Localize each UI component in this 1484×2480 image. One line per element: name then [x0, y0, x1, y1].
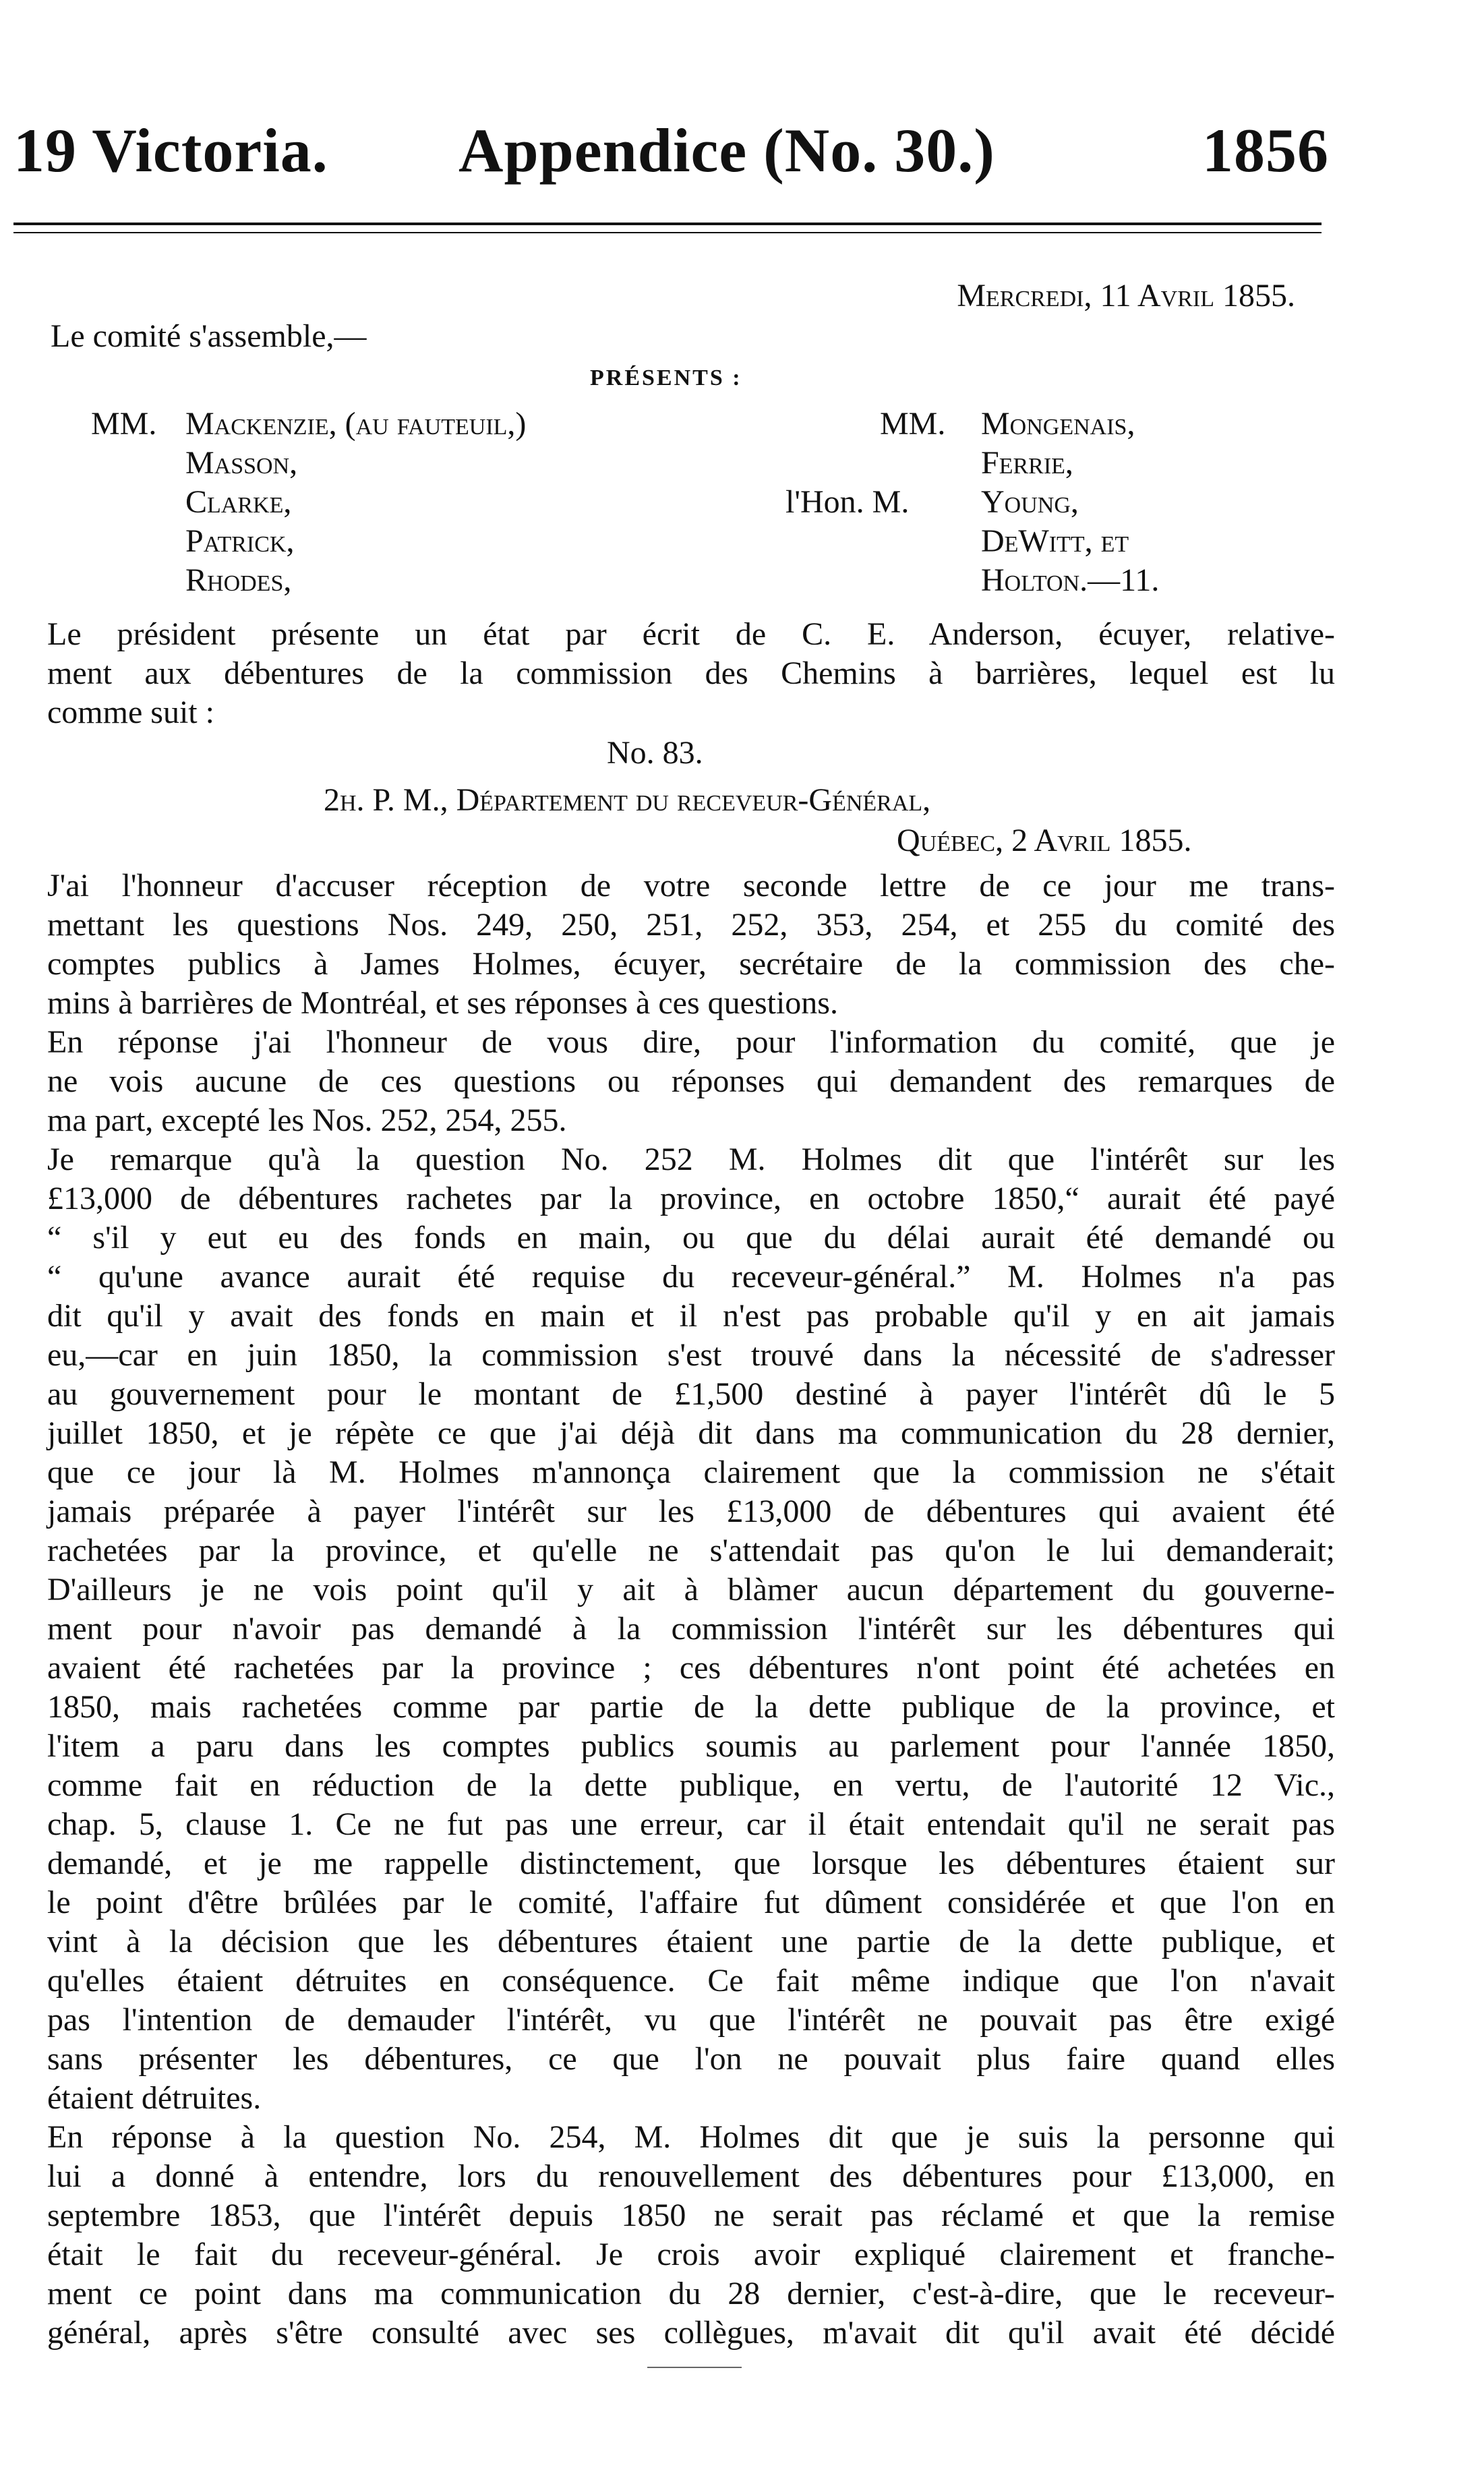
body-line: ne vois aucune de ces questions ou réponses qui demandent des remarques de: [47, 1063, 1335, 1099]
body-line: “ qu'une avance aurait été requise du receveur-général.” M. Holmes n'a pas: [47, 1259, 1335, 1295]
body-line: ment pour n'avoir pas demandé à la commission l'intérêt sur les débentures qui: [47, 1611, 1335, 1647]
body-line: demandé, et je me rappelle distinctement, que lorsque les débentures étaient sur: [47, 1846, 1335, 1881]
member-right-4: DeWitt, et: [981, 523, 1129, 559]
member-right-2: Ferrie,: [981, 445, 1073, 481]
meeting-date: Mercredi, 11 Avril 1855.: [957, 278, 1295, 314]
body-line: ment ce point dans ma communication du 28 dernier, c'est-à-dire, que le receveur-: [47, 2276, 1335, 2311]
body-line: dit qu'il y avait des fonds en main et il n'est pas probable qu'il y en ait jamais: [47, 1298, 1335, 1334]
body-line: chap. 5, clause 1. Ce ne fut pas une erreur, car il était entendait qu'il ne serait pas: [47, 1806, 1335, 1842]
intro-line: ment aux débentures de la commission des Chemins à barrières, lequel est lu: [47, 655, 1335, 691]
body-line: était le fait du receveur-général. Je crois avoir expliqué clairement et franche-: [47, 2237, 1335, 2272]
presents-label: PRÉSENTS :: [590, 365, 742, 390]
body-line: rachetées par la province, et qu'elle ne s'attendait pas qu'on le lui demanderait;: [47, 1533, 1335, 1568]
header-appendix: Appendice (No. 30.): [458, 116, 995, 185]
body-line: comptes publics à James Holmes, écuyer, secrétaire de la commission des che-: [47, 946, 1335, 982]
body-line: lui a donné à entendre, lors du renouvellement des débentures pour £13,000, en: [47, 2158, 1335, 2194]
body-line: En réponse j'ai l'honneur de vous dire, pour l'information du comité, que je: [47, 1024, 1335, 1060]
body-line: comme fait en réduction de la dette publique, en vertu, de l'autorité 12 Vic.,: [47, 1767, 1335, 1803]
body-line: l'item a paru dans les comptes publics soumis au parlement pour l'année 1850,: [47, 1728, 1335, 1764]
intro-line: comme suit :: [47, 695, 214, 730]
body-line: “ s'il y eut eu des fonds en main, ou que du délai aurait été demandé ou: [47, 1220, 1335, 1256]
body-line: sans présenter les débentures, ce que l'on ne pouvait plus faire quand elles: [47, 2041, 1335, 2077]
body-line: Je remarque qu'à la question No. 252 M. Holmes dit que l'intérêt sur les: [47, 1142, 1335, 1177]
body-line: ma part, excepté les Nos. 252, 254, 255.: [47, 1102, 567, 1138]
body-line: le point d'être brûlées par le comité, l'affaire fut dûment considérée et que l'on en: [47, 1885, 1335, 1920]
letter-heading-place-date: Québec, 2 Avril 1855.: [897, 823, 1192, 858]
member-right-1: Mongenais,: [981, 406, 1135, 442]
meeting-assemble: Le comité s'assemble,—: [51, 318, 367, 354]
body-line: jamais préparée à payer l'intérêt sur les £13,000 de débentures qui avaient été: [47, 1494, 1335, 1529]
members-right-prefix-hon: l'Hon. M.: [785, 484, 910, 520]
header-rule-thin: [13, 232, 1322, 233]
body-line: qu'elles étaient détruites en conséquence. Ce fait même indique que l'on n'avait: [47, 1963, 1335, 1999]
letter-heading-department: 2h. P. M., Département du receveur-Général,: [324, 782, 931, 818]
body-line: J'ai l'honneur d'accuser réception de votre seconde lettre de ce jour me trans-: [47, 868, 1335, 904]
body-line: 1850, mais rachetées comme par partie de la dette publique de la province, et: [47, 1689, 1335, 1725]
member-left-4: Patrick,: [185, 523, 295, 559]
body-line: juillet 1850, et je répète ce que j'ai déjà dit dans ma communication du 28 dernier,: [47, 1415, 1335, 1451]
body-line: avaient été rachetées par la province ; ces débentures n'ont point été achetées en: [47, 1650, 1335, 1686]
member-left-2: Masson,: [185, 445, 298, 481]
body-line: mettant les questions Nos. 249, 250, 251, 252, 353, 254, et 255 du comité des: [47, 907, 1335, 943]
member-left-5: Rhodes,: [185, 562, 292, 598]
header-rule-thick: [13, 223, 1322, 225]
body-line: £13,000 de débentures rachetes par la province, en octobre 1850,“ aurait été payé: [47, 1181, 1335, 1216]
body-line: pas l'intention de demauder l'intérêt, vu que l'intérêt ne pouvait pas être exigé: [47, 2002, 1335, 2038]
body-line: général, après s'être consulté avec ses collègues, m'avait dit qu'il avait été décidé: [47, 2315, 1335, 2351]
members-left-prefix: MM.: [91, 406, 157, 442]
letter-number: No. 83.: [607, 735, 703, 771]
body-line: que ce jour là M. Holmes m'annonça clairement que la commission ne s'était: [47, 1454, 1335, 1490]
body-line: étaient détruites.: [47, 2080, 262, 2116]
body-line: vint à la décision que les débentures étaient une partie de la dette publique, et: [47, 1924, 1335, 1959]
header-year: 1856: [1202, 116, 1329, 185]
body-line: septembre 1853, que l'intérêt depuis 1850 ne serait pas réclamé et que la remise: [47, 2197, 1335, 2233]
header-session: 19 Victoria.: [13, 116, 328, 185]
member-right-5: Holton.—11.: [981, 562, 1160, 598]
members-right-prefix: MM.: [880, 406, 946, 442]
body-line: D'ailleurs je ne vois point qu'il y ait à blàmer aucun département du gouverne-: [47, 1572, 1335, 1607]
body-line: mins à barrières de Montréal, et ses réponses à ces questions.: [47, 985, 838, 1021]
body-line: En réponse à la question No. 254, M. Holmes dit que je suis la personne qui: [47, 2119, 1335, 2155]
member-left-1: Mackenzie, (au fauteuil,): [185, 406, 527, 442]
running-header: [0, 115, 1484, 196]
member-left-3: Clarke,: [185, 484, 292, 520]
member-right-3: Young,: [981, 484, 1079, 520]
body-line: eu,—car en juin 1850, la commission s'est trouvé dans la nécessité de s'adresser: [47, 1337, 1335, 1373]
body-line: au gouvernement pour le montant de £1,500 destiné à payer l'intérêt dû le 5: [47, 1376, 1335, 1412]
footer-mark: [647, 2367, 742, 2368]
intro-line: Le président présente un état par écrit de C. E. Anderson, écuyer, relative-: [47, 616, 1335, 652]
